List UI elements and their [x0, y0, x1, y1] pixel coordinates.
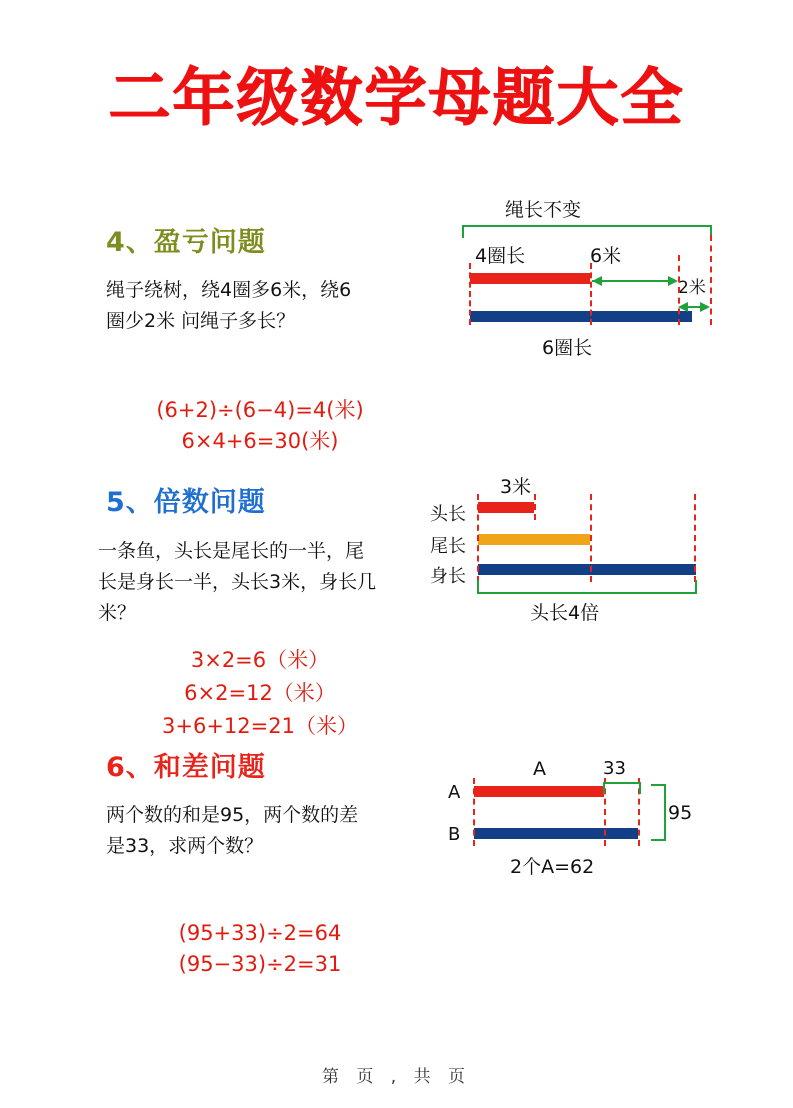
diagram6-row-label-b: B — [448, 824, 461, 845]
diagram5-dash-tail — [590, 494, 592, 582]
section-heading-4: 4、盈亏问题 — [106, 227, 266, 258]
diagram4-label-4circles: 4圈长 — [475, 245, 526, 267]
diagram-multiple — [430, 472, 730, 652]
diagram6-diff-label: 33 — [603, 758, 626, 779]
diagram6-bottom-label: 2个A=62 — [510, 856, 595, 878]
section-answer-6-line-1: (95+33)÷2=64 — [178, 921, 342, 945]
diagram6-row-label-a: A — [448, 782, 461, 803]
diagram5-bottom-label: 头长4倍 — [530, 602, 600, 624]
diagram6-a-bar — [474, 786, 604, 797]
diagram5-bottom-brace-icon — [476, 578, 700, 596]
diagram-sum-difference — [448, 758, 738, 888]
section-answer-5-line-2: 6×2=12（米） — [184, 681, 336, 705]
section-heading-5: 5、倍数问题 — [106, 487, 266, 518]
diagram5-tail-bar — [478, 534, 590, 545]
page-title: 二年级数学母题大全 — [108, 61, 685, 134]
diagram6-sum-label: 95 — [668, 802, 693, 824]
section-answer-5-line-1: 3×2=6（米） — [190, 648, 330, 672]
diagram5-row-label-tail: 尾长 — [430, 536, 466, 557]
diagram4-blue-bar — [470, 311, 692, 322]
diagram4-top-label: 绳长不变 — [505, 199, 582, 221]
diagram6-diff-brace-icon — [602, 780, 644, 796]
diagram6-bar-label-a: A — [533, 758, 546, 780]
diagram5-dash-right — [694, 494, 696, 582]
diagram4-red-bar — [470, 273, 590, 284]
diagram4-bottom-label: 6圈长 — [542, 337, 593, 359]
diagram4-dash-mid — [590, 263, 592, 325]
diagram4-dash-right — [710, 235, 712, 325]
section-answer-4-line-2: 6×4+6=30(米) — [181, 429, 339, 453]
diagram5-row-label-body: 身长 — [430, 566, 466, 587]
diagram5-row-label-head: 头长 — [430, 504, 466, 525]
section-problem-6: 两个数的和是95，两个数的差是33，求两个数？ — [106, 804, 359, 857]
section-problem-4: 绳子绕树，绕4圈多6米，绕6圈少2米 问绳子多长？ — [106, 279, 352, 332]
diagram5-head-bar — [478, 502, 534, 513]
diagram5-top-label: 3米 — [500, 476, 532, 498]
diagram5-dash-left — [477, 494, 479, 582]
page-footer: 第 页 , 共 页 — [321, 1067, 472, 1087]
diagram4-label-2m: 2米 — [678, 278, 706, 298]
diagram4-green-arrow-1-icon — [588, 271, 688, 291]
diagram5-body-bar — [478, 564, 696, 575]
section-answer-4-line-1: (6+2)÷(6−4)=4(米) — [156, 398, 364, 422]
diagram6-b-bar — [474, 828, 638, 839]
section-heading-6: 6、和差问题 — [106, 752, 266, 783]
diagram4-dash-left — [469, 263, 471, 325]
diagram4-top-brace-icon — [462, 223, 712, 239]
diagram-surplus-deficit — [450, 195, 740, 370]
section-answer-5-line-3: 3+6+12=21（米） — [162, 714, 358, 738]
diagram6-sum-brace-icon — [648, 782, 670, 846]
diagram4-dash-2m — [678, 255, 680, 325]
diagram6-dash-left — [473, 778, 475, 846]
section-problem-5: 一条鱼，头长是尾长的一半，尾长是身长一半，头长3米，身长几米？ — [98, 540, 377, 624]
diagram5-dash-head — [534, 494, 536, 520]
diagram4-label-6m: 6米 — [590, 245, 622, 267]
section-answer-6-line-2: (95−33)÷2=31 — [178, 952, 342, 976]
